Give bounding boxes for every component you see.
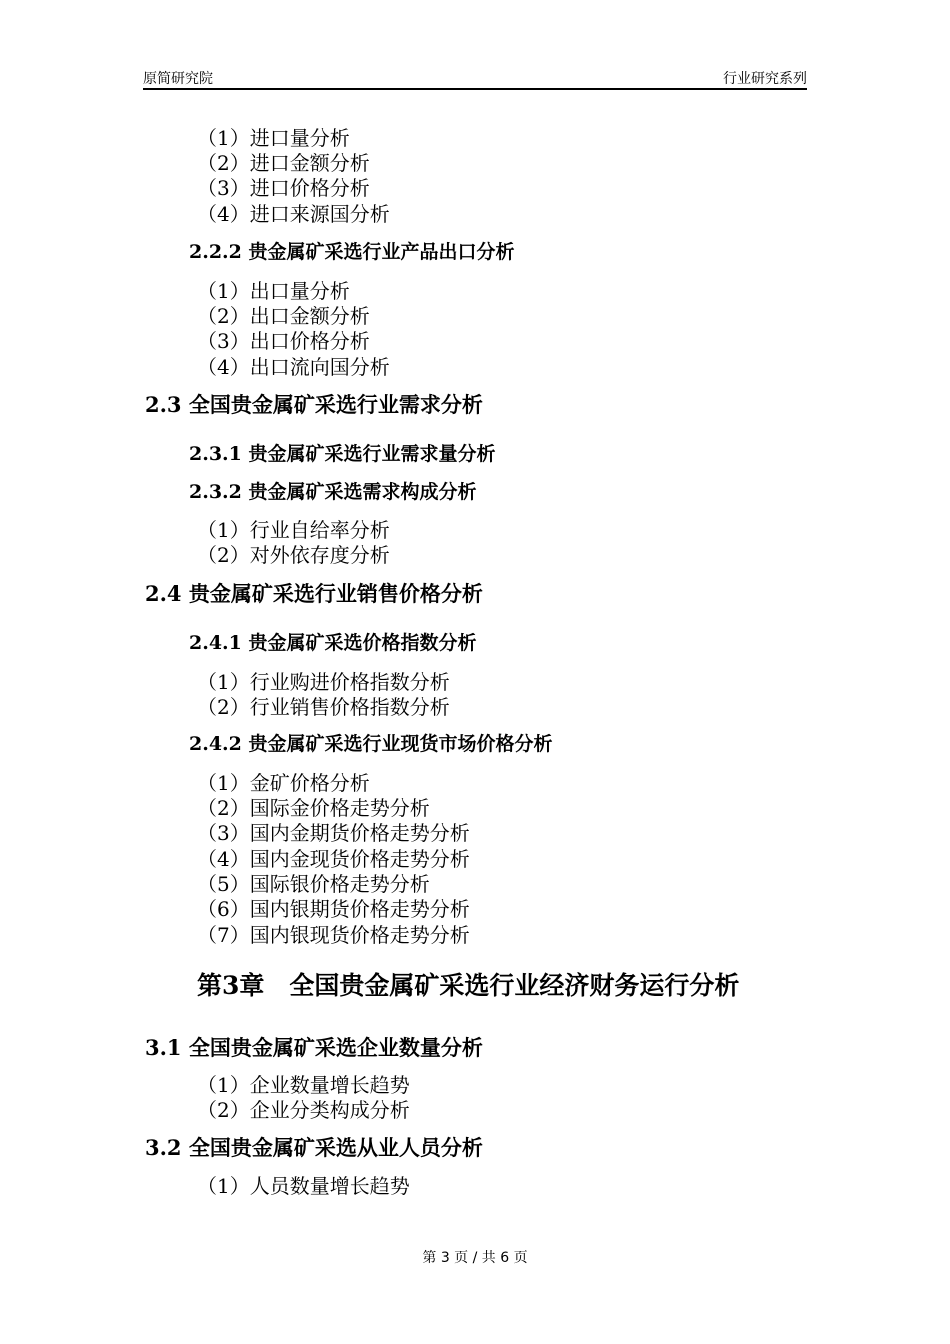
subsection-heading: 2.2.2 贵金属矿采选行业产品出口分析 [189, 241, 515, 263]
section-heading: 3.2 全国贵金属矿采选从业人员分析 [145, 1135, 483, 1160]
subsection-heading: 2.3.2 贵金属矿采选需求构成分析 [189, 481, 477, 503]
header-left: 原简研究院 [143, 71, 213, 87]
page-footer: 第 3 页 / 共 6 页 [422, 1250, 528, 1266]
header-right: 行业研究系列 [723, 71, 807, 87]
toc-item: （4）出口流向国分析 [197, 355, 390, 379]
toc-item: （3）国内金期货价格走势分析 [197, 821, 470, 845]
toc-item: （2）出口金额分析 [197, 304, 370, 328]
toc-item: （1）出口量分析 [197, 279, 350, 303]
subsection-heading: 2.3.1 贵金属矿采选行业需求量分析 [189, 443, 496, 465]
toc-item: （3）进口价格分析 [197, 176, 370, 200]
toc-item: （5）国际银价格走势分析 [197, 872, 430, 896]
toc-item: （1）企业数量增长趋势 [197, 1073, 410, 1097]
toc-item: （2）进口金额分析 [197, 151, 370, 175]
toc-item: （2）行业销售价格指数分析 [197, 695, 450, 719]
toc-item: （4）国内金现货价格走势分析 [197, 847, 470, 871]
header-rule [143, 88, 807, 90]
chapter-heading: 第3章 全国贵金属矿采选行业经济财务运行分析 [197, 971, 740, 1000]
section-heading: 3.1 全国贵金属矿采选企业数量分析 [145, 1035, 483, 1060]
toc-item: （2）企业分类构成分析 [197, 1098, 410, 1122]
toc-item: （1）人员数量增长趋势 [197, 1174, 410, 1198]
section-heading: 2.4 贵金属矿采选行业销售价格分析 [145, 581, 483, 606]
toc-item: （2）国际金价格走势分析 [197, 796, 430, 820]
toc-item: （7）国内银现货价格走势分析 [197, 923, 470, 947]
section-heading: 2.3 全国贵金属矿采选行业需求分析 [145, 392, 483, 417]
toc-item: （1）行业自给率分析 [197, 518, 390, 542]
toc-item: （1）金矿价格分析 [197, 771, 370, 795]
subsection-heading: 2.4.1 贵金属矿采选价格指数分析 [189, 632, 477, 654]
subsection-heading: 2.4.2 贵金属矿采选行业现货市场价格分析 [189, 733, 553, 755]
toc-item: （1）行业购进价格指数分析 [197, 670, 450, 694]
toc-item: （1）进口量分析 [197, 126, 350, 150]
toc-item: （6）国内银期货价格走势分析 [197, 897, 470, 921]
toc-item: （4）进口来源国分析 [197, 202, 390, 226]
toc-item: （2）对外依存度分析 [197, 543, 390, 567]
toc-item: （3）出口价格分析 [197, 329, 370, 353]
